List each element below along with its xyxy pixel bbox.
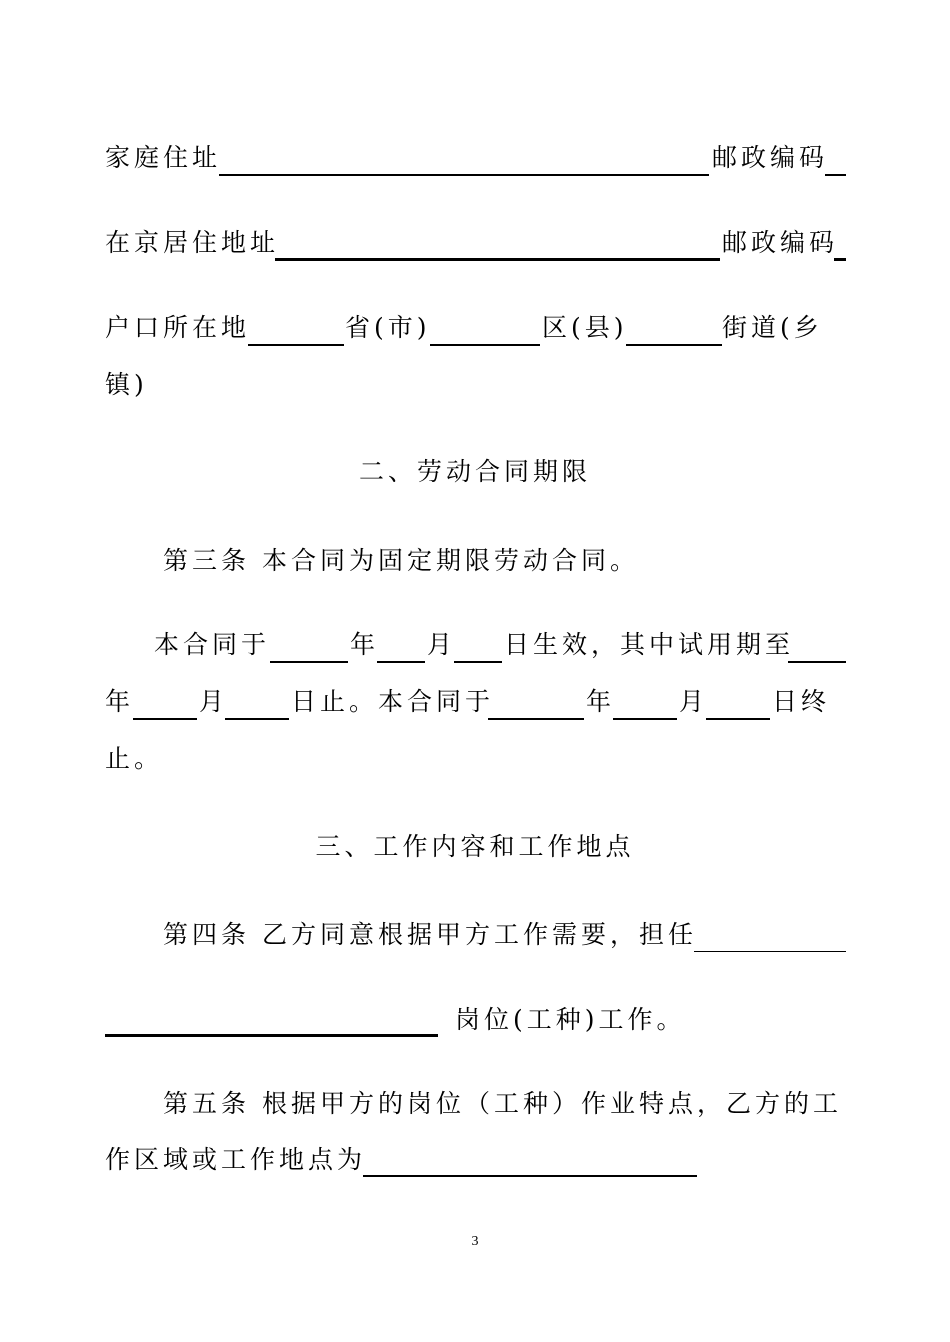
end-month-blank[interactable] xyxy=(613,718,677,720)
article-5-line-1: 第五条 根据甲方的岗位（工种）作业特点，乙方的工 xyxy=(163,1089,842,1118)
hukou-province-blank[interactable] xyxy=(248,344,344,346)
article-5-line-2: 作区域或工作地点为 xyxy=(105,1145,367,1174)
end-year-blank[interactable] xyxy=(488,718,584,720)
start-day-blank[interactable] xyxy=(454,661,502,663)
home-address-blank[interactable] xyxy=(219,174,709,176)
postcode-blank-1[interactable] xyxy=(825,174,846,176)
hukou-label: 户口所在地 xyxy=(105,313,251,342)
probation-day-blank[interactable] xyxy=(225,718,289,720)
probation-month-blank[interactable] xyxy=(133,718,197,720)
postcode-label-2: 邮政编码 xyxy=(722,228,839,257)
probation-year-blank-a[interactable] xyxy=(788,661,846,663)
end-year-label: 年 xyxy=(586,687,616,716)
section-3-heading: 三、工作内容和工作地点 xyxy=(315,832,635,861)
job-title-blank-2[interactable] xyxy=(105,1034,438,1037)
beijing-address-blank[interactable] xyxy=(275,258,720,261)
end-day-label: 日终 xyxy=(772,687,831,716)
home-address-label: 家庭住址 xyxy=(105,143,222,172)
postcode-label-1: 邮政编码 xyxy=(712,143,829,172)
hukou-town-label: 镇) xyxy=(105,370,148,399)
contract-end-label: 止。 xyxy=(105,744,164,773)
start-year-blank[interactable] xyxy=(270,661,348,663)
end-month-label: 月 xyxy=(679,687,709,716)
end-day-blank[interactable] xyxy=(706,718,770,720)
article-4: 第四条 乙方同意根据甲方工作需要，担任 xyxy=(163,920,697,949)
start-month-label: 月 xyxy=(427,630,457,659)
hukou-district-label: 区(县) xyxy=(542,313,628,342)
hukou-province-label: 省(市) xyxy=(345,313,431,342)
start-year-label: 年 xyxy=(350,630,380,659)
start-month-blank[interactable] xyxy=(377,661,425,663)
section-2-heading: 二、劳动合同期限 xyxy=(358,457,591,486)
effective-label: 日生效，其中试用期至 xyxy=(504,630,795,659)
page-number: 3 xyxy=(471,1234,479,1249)
probation-stop-label: 日止。本合同于 xyxy=(291,687,495,716)
probation-year-label: 年 xyxy=(105,687,135,716)
hukou-street-label: 街道(乡 xyxy=(722,313,823,342)
article-3: 第三条 本合同为固定期限劳动合同。 xyxy=(163,546,639,575)
work-location-blank[interactable] xyxy=(363,1175,697,1177)
hukou-district-blank[interactable] xyxy=(430,344,540,346)
hukou-street-blank[interactable] xyxy=(626,344,722,346)
contract-start-label: 本合同于 xyxy=(154,630,271,659)
position-label: 岗位(工种)工作。 xyxy=(455,1005,686,1034)
job-title-blank-1[interactable] xyxy=(694,951,846,952)
probation-month-label: 月 xyxy=(199,687,229,716)
beijing-address-label: 在京居住地址 xyxy=(105,228,280,257)
postcode-blank-2[interactable] xyxy=(834,258,846,261)
